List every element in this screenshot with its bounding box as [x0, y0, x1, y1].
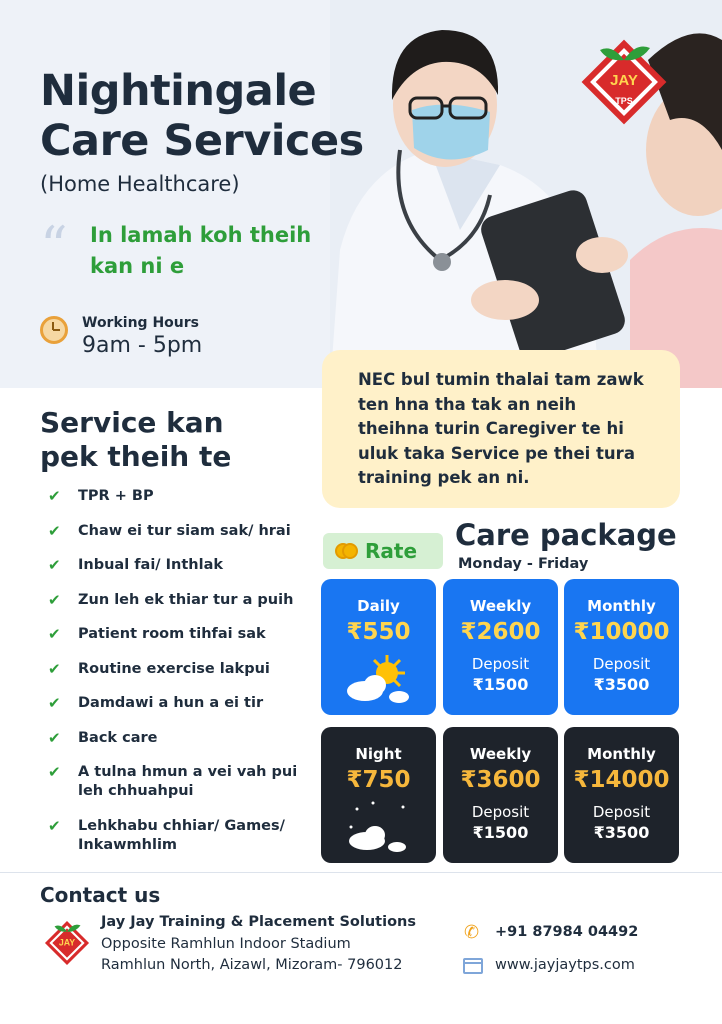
service-label: Back care — [78, 729, 158, 746]
price-card-weekly-night — [443, 727, 558, 863]
coins-icon — [335, 542, 357, 560]
rate-label: Rate — [365, 539, 418, 563]
service-item — [48, 763, 318, 801]
price-card-weekly-day — [443, 579, 558, 715]
logo-text-tps: TPS — [615, 96, 633, 106]
card-label: Daily — [357, 597, 400, 615]
address-line-1: Opposite Ramhlun Indoor Stadium — [101, 936, 351, 952]
card-deposit-label: Deposit — [471, 803, 530, 821]
logo-text-jay-jay: JAY — [610, 72, 638, 89]
org-name: Jay Jay Training & Placement Solutions — [101, 914, 416, 930]
page-title — [40, 66, 364, 166]
card-label: Weekly — [469, 745, 532, 763]
service-item — [48, 694, 318, 713]
services-title-line-1: Service kan — [40, 406, 224, 439]
card-price: ₹2600 — [460, 619, 541, 645]
card-deposit-label: Deposit — [592, 655, 651, 673]
logo-small-text: JAY — [58, 937, 76, 948]
service-item — [48, 487, 318, 506]
price-card-night — [321, 727, 436, 863]
card-price: ₹550 — [346, 619, 411, 645]
working-hours-value: 9am - 5pm — [82, 333, 203, 358]
page-subtitle: (Home Healthcare) — [40, 172, 240, 196]
jay-jay-tps-logo — [572, 30, 676, 134]
card-label: Night — [355, 745, 402, 763]
service-item — [48, 625, 318, 644]
check-icon: ✔ — [48, 763, 61, 781]
price-card-monthly-night — [564, 727, 679, 863]
check-icon: ✔ — [48, 694, 61, 712]
service-item — [48, 660, 318, 679]
service-label: TPR + BP — [78, 488, 154, 504]
services-list — [48, 487, 318, 870]
services-title — [40, 406, 231, 474]
contact-title: Contact us — [40, 883, 161, 907]
card-deposit-label: Deposit — [592, 803, 651, 821]
service-label: Patient room tihfai sak — [78, 626, 266, 642]
check-icon: ✔ — [48, 816, 61, 835]
service-label: Lehkhabu chhiar/ Games/ Inkawmhlim — [78, 817, 285, 853]
card-deposit-value: ₹3500 — [593, 675, 650, 694]
moon-cloud-icon — [343, 799, 413, 855]
service-label: A tulna hmun a vei vah pui leh chhuahpui — [78, 764, 298, 799]
services-title-line-2: pek theih te — [40, 440, 232, 473]
card-price: ₹14000 — [573, 767, 670, 793]
card-label: Monthly — [587, 745, 656, 763]
care-package-title: Care package — [455, 518, 677, 552]
jay-jay-tps-logo-small — [40, 916, 94, 970]
phone-number[interactable]: +91 87984 04492 — [495, 924, 639, 940]
card-price: ₹3600 — [460, 767, 541, 793]
card-price: ₹750 — [346, 767, 411, 793]
check-icon: ✔ — [48, 728, 61, 747]
service-item — [48, 556, 318, 575]
title-line-1: Nightingale — [40, 66, 317, 116]
service-label: Chaw ei tur siam sak/ hrai — [78, 522, 291, 539]
title-line-2: Care Services — [40, 116, 364, 166]
quote-icon: “ — [40, 215, 68, 278]
card-deposit-value: ₹1500 — [472, 823, 529, 842]
website-link[interactable]: www.jayjaytps.com — [495, 957, 635, 973]
card-deposit-value: ₹1500 — [472, 675, 529, 694]
clock-icon — [40, 316, 68, 344]
check-icon: ✔ — [48, 625, 61, 643]
service-item — [48, 729, 318, 748]
card-label: Weekly — [469, 597, 532, 615]
service-label: Routine exercise lakpui — [78, 660, 270, 677]
working-hours-label: Working Hours — [82, 315, 199, 331]
price-card-monthly-day — [564, 579, 679, 715]
tagline: In lamah koh theih kan ni e — [90, 223, 312, 278]
sun-cloud-icon — [343, 651, 413, 707]
check-icon: ✔ — [48, 556, 61, 574]
service-label: Inbual fai/ Inthlak — [78, 557, 223, 573]
web-icon — [463, 958, 483, 974]
service-item — [48, 591, 318, 610]
footer-divider — [0, 872, 722, 873]
price-card-daily — [321, 579, 436, 715]
service-label: Zun leh ek thiar tur a puih — [78, 591, 294, 608]
card-label: Monthly — [587, 597, 656, 615]
card-price: ₹10000 — [573, 619, 670, 645]
card-deposit-label: Deposit — [471, 655, 530, 673]
check-icon: ✔ — [48, 590, 61, 609]
info-box: NEC bul tumin thalai tam zawk ten hna tha tak an neih theihna turin Caregiver te hi uluk taka Service pe thei tura training pek an ni. — [322, 350, 680, 508]
service-label: Damdawi a hun a ei tir — [78, 695, 264, 711]
service-item — [48, 522, 318, 541]
care-package-subtitle: Monday - Friday — [458, 556, 589, 572]
card-deposit-value: ₹3500 — [593, 823, 650, 842]
address-line-2: Ramhlun North, Aizawl, Mizoram- 796012 — [101, 957, 403, 973]
rate-badge — [323, 533, 443, 569]
check-icon: ✔ — [48, 521, 61, 540]
phone-icon: ✆ — [464, 922, 480, 943]
check-icon: ✔ — [48, 487, 61, 505]
service-item — [48, 817, 318, 855]
check-icon: ✔ — [48, 659, 61, 678]
